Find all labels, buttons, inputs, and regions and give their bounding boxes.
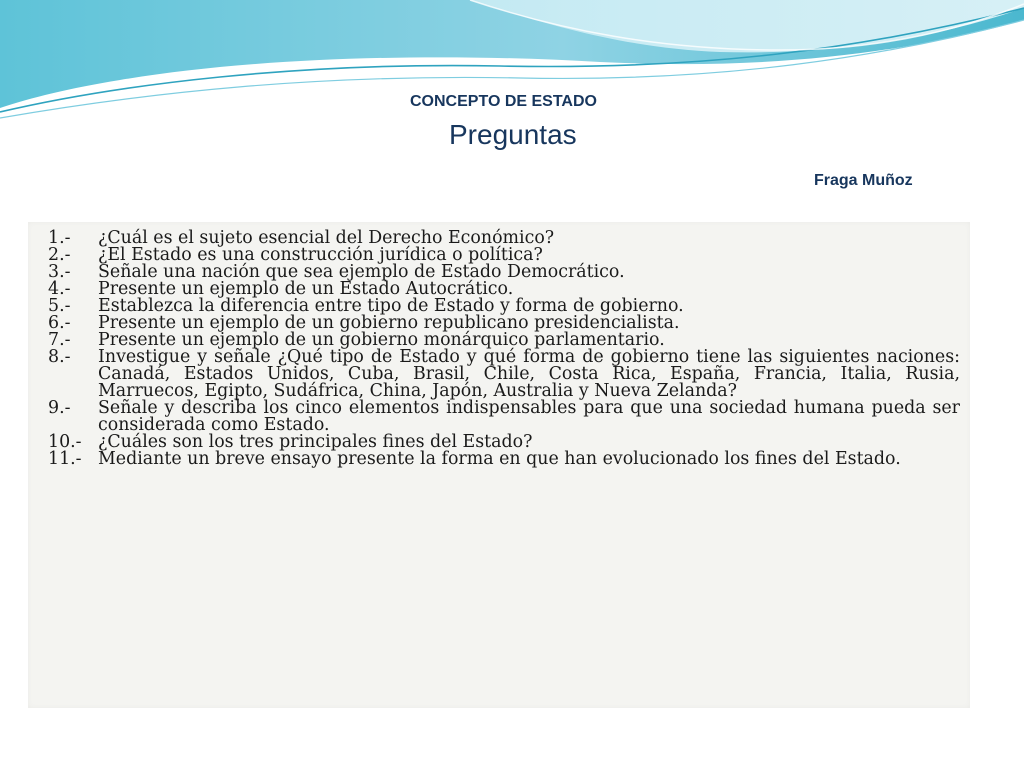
question-number: 11.- [48, 449, 82, 469]
question-number: 8.- [48, 347, 71, 367]
slide-subtitle: Preguntas [449, 119, 577, 150]
question-number: 6.- [48, 313, 71, 333]
question-number: 3.- [48, 262, 71, 282]
question-text: Señale y describa los cinco elementos indispensables para que una sociedad humana pueda ser considerada como Estado. [98, 398, 960, 435]
question-number: 5.- [48, 296, 71, 316]
slide-heading: CONCEPTO DE ESTADO [410, 93, 597, 110]
question-number: 1.- [48, 228, 71, 248]
question-number: 7.- [48, 330, 71, 350]
question-text: Mediante un breve ensayo presente la forma en que han evolucionado los fines del Estado. [98, 449, 901, 469]
question-text: Señale una nación que sea ejemplo de Estado Democrático. [98, 262, 625, 282]
question-item [48, 451, 960, 468]
question-list [48, 230, 960, 468]
question-item [48, 400, 960, 434]
author-name: Fraga Muñoz [814, 172, 913, 189]
question-item [48, 349, 960, 400]
question-text: ¿Cuáles son los tres principales fines del Estado? [98, 432, 533, 452]
question-number: 4.- [48, 279, 71, 299]
question-text: Establezca la diferencia entre tipo de Estado y forma de gobierno. [98, 296, 684, 316]
question-number: 2.- [48, 245, 71, 265]
question-number: 9.- [48, 398, 71, 418]
question-text: Presente un ejemplo de un Estado Autocrático. [98, 279, 514, 299]
question-text: ¿El Estado es una construcción jurídica o política? [98, 245, 543, 265]
question-text: Investigue y señale ¿Qué tipo de Estado y qué forma de gobierno tiene las siguientes naciones: Canadá, Estados Unidos, Cuba, Brasil, Chile, Costa Rica, España, Francia, Italia, Rusia, Marruecos, Egipto, Sudáfrica, China, Japón, Australia y Nueva Zelanda? [98, 347, 960, 401]
question-text: Presente un ejemplo de un gobierno republicano presidencialista. [98, 313, 680, 333]
question-text: ¿Cuál es el sujeto esencial del Derecho Económico? [98, 228, 555, 248]
question-number: 10.- [48, 432, 82, 452]
question-text: Presente un ejemplo de un gobierno monárquico parlamentario. [98, 330, 665, 350]
